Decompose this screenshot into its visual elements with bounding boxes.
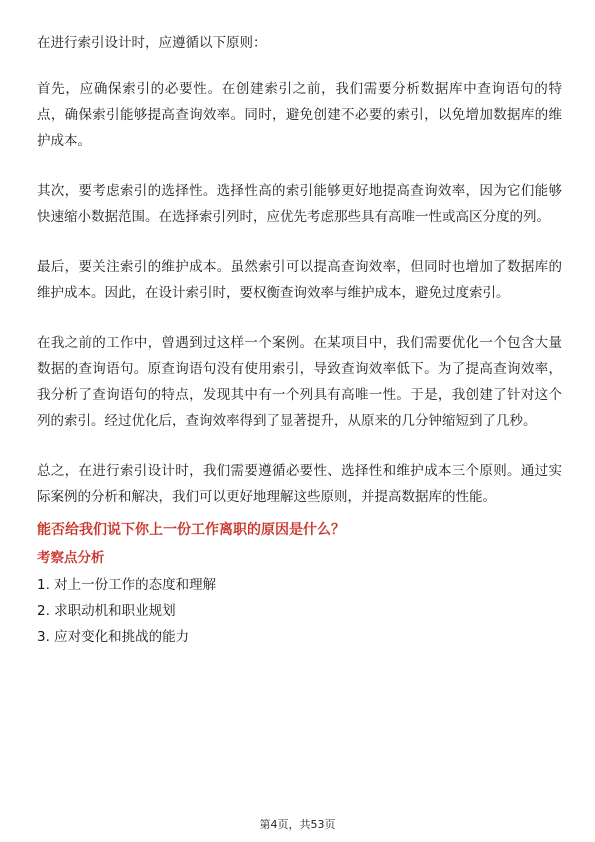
page-number: 第4页，共53页 <box>259 818 336 831</box>
list-item: 3. 应对变化和挑战的能力 <box>37 629 190 645</box>
paragraph-maintenance: 最后，要关注索引的维护成本。虽然索引可以提高查询效率，但同时也增加了数据库的维护成本。因此，在设计索引时，要权衡查询效率与维护成本，避免过度索引。 <box>37 259 562 301</box>
question-heading: 能否给我们说下你上一份工作离职的原因是什么？ <box>37 522 345 538</box>
list-item: 2. 求职动机和职业规划 <box>37 603 176 619</box>
paragraph-selectivity: 其次，要考虑索引的选择性。选择性高的索引能够更好地提高查询效率，因为它们能够快速缩小数据范围。在选择索引列时，应优先考虑那些具有高唯一性或高区分度的列。 <box>37 183 562 225</box>
paragraph-conclusion: 总之，在进行索引设计时，我们需要遵循必要性、选择性和维护成本三个原则。通过实际案例的分析和解决，我们可以更好地理解这些原则，并提高数据库的性能。 <box>37 463 562 505</box>
list-item: 1. 对上一份工作的态度和理解 <box>37 577 217 593</box>
document-body <box>37 30 562 650</box>
paragraph-necessity: 首先，应确保索引的必要性。在创建索引之前，我们需要分析数据库中查询语句的特点，确保索引能够提高查询效率。同时，避免创建不必要的索引，以免增加数据库的维护成本。 <box>37 81 562 149</box>
analysis-points-list <box>37 572 562 650</box>
intro-text: 在进行索引设计时，应遵循以下原则： <box>37 35 267 51</box>
paragraph-case-study: 在我之前的工作中，曾遇到过这样一个案例。在某项目中，我们需要优化一个包含大量数据的查询语句。原查询语句没有使用索引，导致查询效率低下。为了提高查询效率，我分析了查询语句的特点，发现其中有一个列具有高唯一性。于是，我创建了针对这个列的索引。经过优化后，查询效率得到了显著提升，从原来的几分钟缩短到了几秒。 <box>37 335 562 429</box>
analysis-subheading: 考察点分析 <box>37 550 105 566</box>
